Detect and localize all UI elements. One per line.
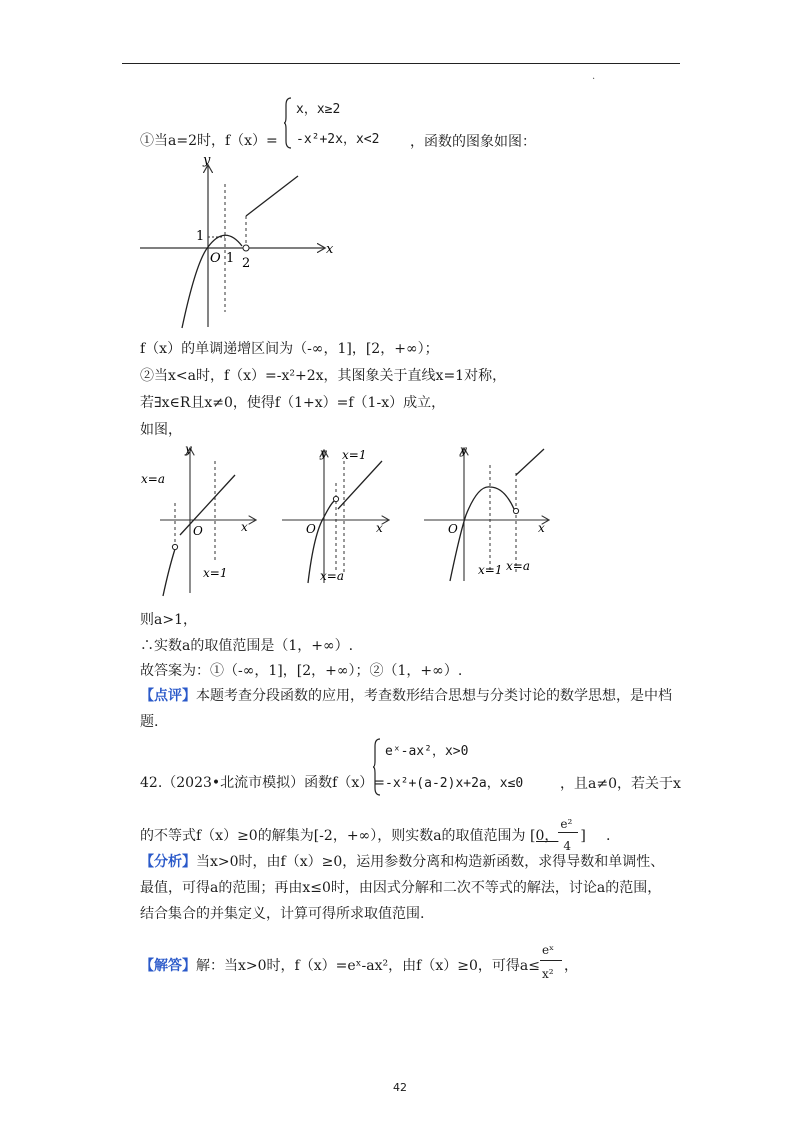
case1-piece2: -x²+2x，x<2 bbox=[296, 132, 380, 147]
q42-ans-right: ] bbox=[580, 828, 586, 844]
solution-tag: 【解答】 bbox=[140, 958, 196, 974]
q42-suffix: ，且a≠0，若关于x bbox=[560, 776, 681, 792]
text-l2: ②当x<a时，f（x）=-x²+2x，其图象关于直线x=1对称， bbox=[140, 368, 507, 384]
q42-piece1: eˣ-ax²，x>0 bbox=[385, 744, 469, 759]
case1-prefix: ①当a=2时，f（x）= bbox=[140, 133, 278, 149]
comment-line bbox=[140, 686, 672, 706]
graph-a-y: y bbox=[185, 443, 192, 456]
text-l7: 故答案为：①（-∞，1]，[2，+∞）；②（1，+∞）. bbox=[140, 663, 463, 679]
graph-case1 bbox=[138, 152, 338, 332]
q42-ans-num: e² bbox=[560, 817, 573, 831]
analysis-line2: 最值，可得a的范围；再由x≤0时，由因式分解和二次不等式的解法，讨论a的范围， bbox=[140, 880, 662, 896]
graph1-y: y bbox=[203, 153, 211, 168]
graph-c-x: x bbox=[538, 521, 545, 535]
graph-b-x1: x=1 bbox=[342, 448, 367, 462]
q42-line2a: 的不等式f（x）≥0的解集为[-2，+∞），则实数a的取值范围为 bbox=[140, 828, 526, 844]
q42-answer bbox=[530, 817, 606, 853]
sol-den: x² bbox=[541, 967, 554, 981]
analysis-tag: 【分析】 bbox=[140, 854, 196, 870]
graph-a-x: x bbox=[241, 520, 248, 534]
header-rule bbox=[122, 63, 680, 64]
graph-a bbox=[135, 443, 260, 603]
q42-prefix: 42.（2023•北流市模拟）函数f（x）= bbox=[140, 775, 385, 791]
text-l3: 若∃x∈R且x≠0，使得f（1+x）=f（1-x）成立， bbox=[140, 395, 446, 411]
q42-ans-den: 4 bbox=[563, 839, 572, 853]
comment-tag: 【点评】 bbox=[140, 688, 196, 704]
analysis-line1 bbox=[140, 852, 664, 872]
header-dot: . bbox=[592, 71, 596, 82]
graph1-origin: O bbox=[210, 251, 221, 266]
line-segment bbox=[246, 176, 298, 216]
graph-c-o: O bbox=[448, 522, 458, 536]
solution-text: 解：当x>0时，f（x）=eˣ-ax²，由f（x）≥0，可得a≤ bbox=[196, 958, 540, 974]
text-l1: f（x）的单调递增区间为（-∞，1]，[2，+∞）； bbox=[140, 341, 439, 357]
analysis-text1: 当x>0时，由f（x）≥0，运用参数分离和构造新函数，求得导数和单调性、 bbox=[196, 854, 665, 870]
comment-line2: 题. bbox=[140, 714, 159, 730]
graph1-x: x bbox=[326, 242, 334, 257]
page-number: 42 bbox=[393, 1081, 407, 1094]
graph-c-xa: x=a bbox=[506, 559, 530, 573]
case1-suffix: ，函数的图象如图： bbox=[410, 134, 536, 150]
brace-1 bbox=[284, 97, 287, 149]
sol-end: ， bbox=[563, 958, 578, 974]
case1-piece1: x，x≥2 bbox=[296, 102, 341, 117]
analysis-line3: 结合集合的并集定义，计算可得所求取值范围. bbox=[140, 906, 425, 922]
graph-b-y: y bbox=[320, 446, 327, 460]
graph-c bbox=[420, 443, 555, 583]
q42-piece2: -x²+(a-2)x+2a，x≤0 bbox=[385, 776, 524, 791]
graph-a-xa: x=a bbox=[141, 472, 165, 486]
solution-line bbox=[140, 943, 578, 981]
text-l4: 如图， bbox=[140, 422, 182, 438]
graph-b-xa: x=a bbox=[320, 569, 344, 583]
graph-b-x: x bbox=[376, 521, 383, 535]
open-point bbox=[243, 245, 249, 251]
text-l5: 则a>1， bbox=[140, 612, 197, 628]
graph-b-o: O bbox=[306, 522, 316, 536]
graph-c-y: y bbox=[460, 443, 467, 457]
graph-a-x1: x=1 bbox=[203, 566, 228, 580]
q42-ans-left: [0， bbox=[530, 828, 559, 844]
graph1-tick-2: 2 bbox=[242, 256, 251, 271]
q42-line2b: . bbox=[606, 828, 611, 844]
graph-b bbox=[278, 443, 398, 588]
q42-line2 bbox=[140, 817, 611, 853]
graph1-tick-y1: 1 bbox=[196, 229, 205, 244]
sol-num: eˣ bbox=[541, 943, 555, 957]
comment-text: 本题考查分段函数的应用，考查数形结合思想与分类讨论的数学思想，是中档 bbox=[196, 688, 672, 704]
brace-42 bbox=[373, 738, 381, 800]
parabola-curve bbox=[182, 235, 242, 328]
graph-c-x1: x=1 bbox=[478, 563, 503, 577]
text-l6: ∴实数a的取值范围是（1，+∞）. bbox=[140, 638, 354, 654]
graph1-tick-1: 1 bbox=[226, 251, 235, 266]
graph-a-o: O bbox=[193, 524, 203, 538]
